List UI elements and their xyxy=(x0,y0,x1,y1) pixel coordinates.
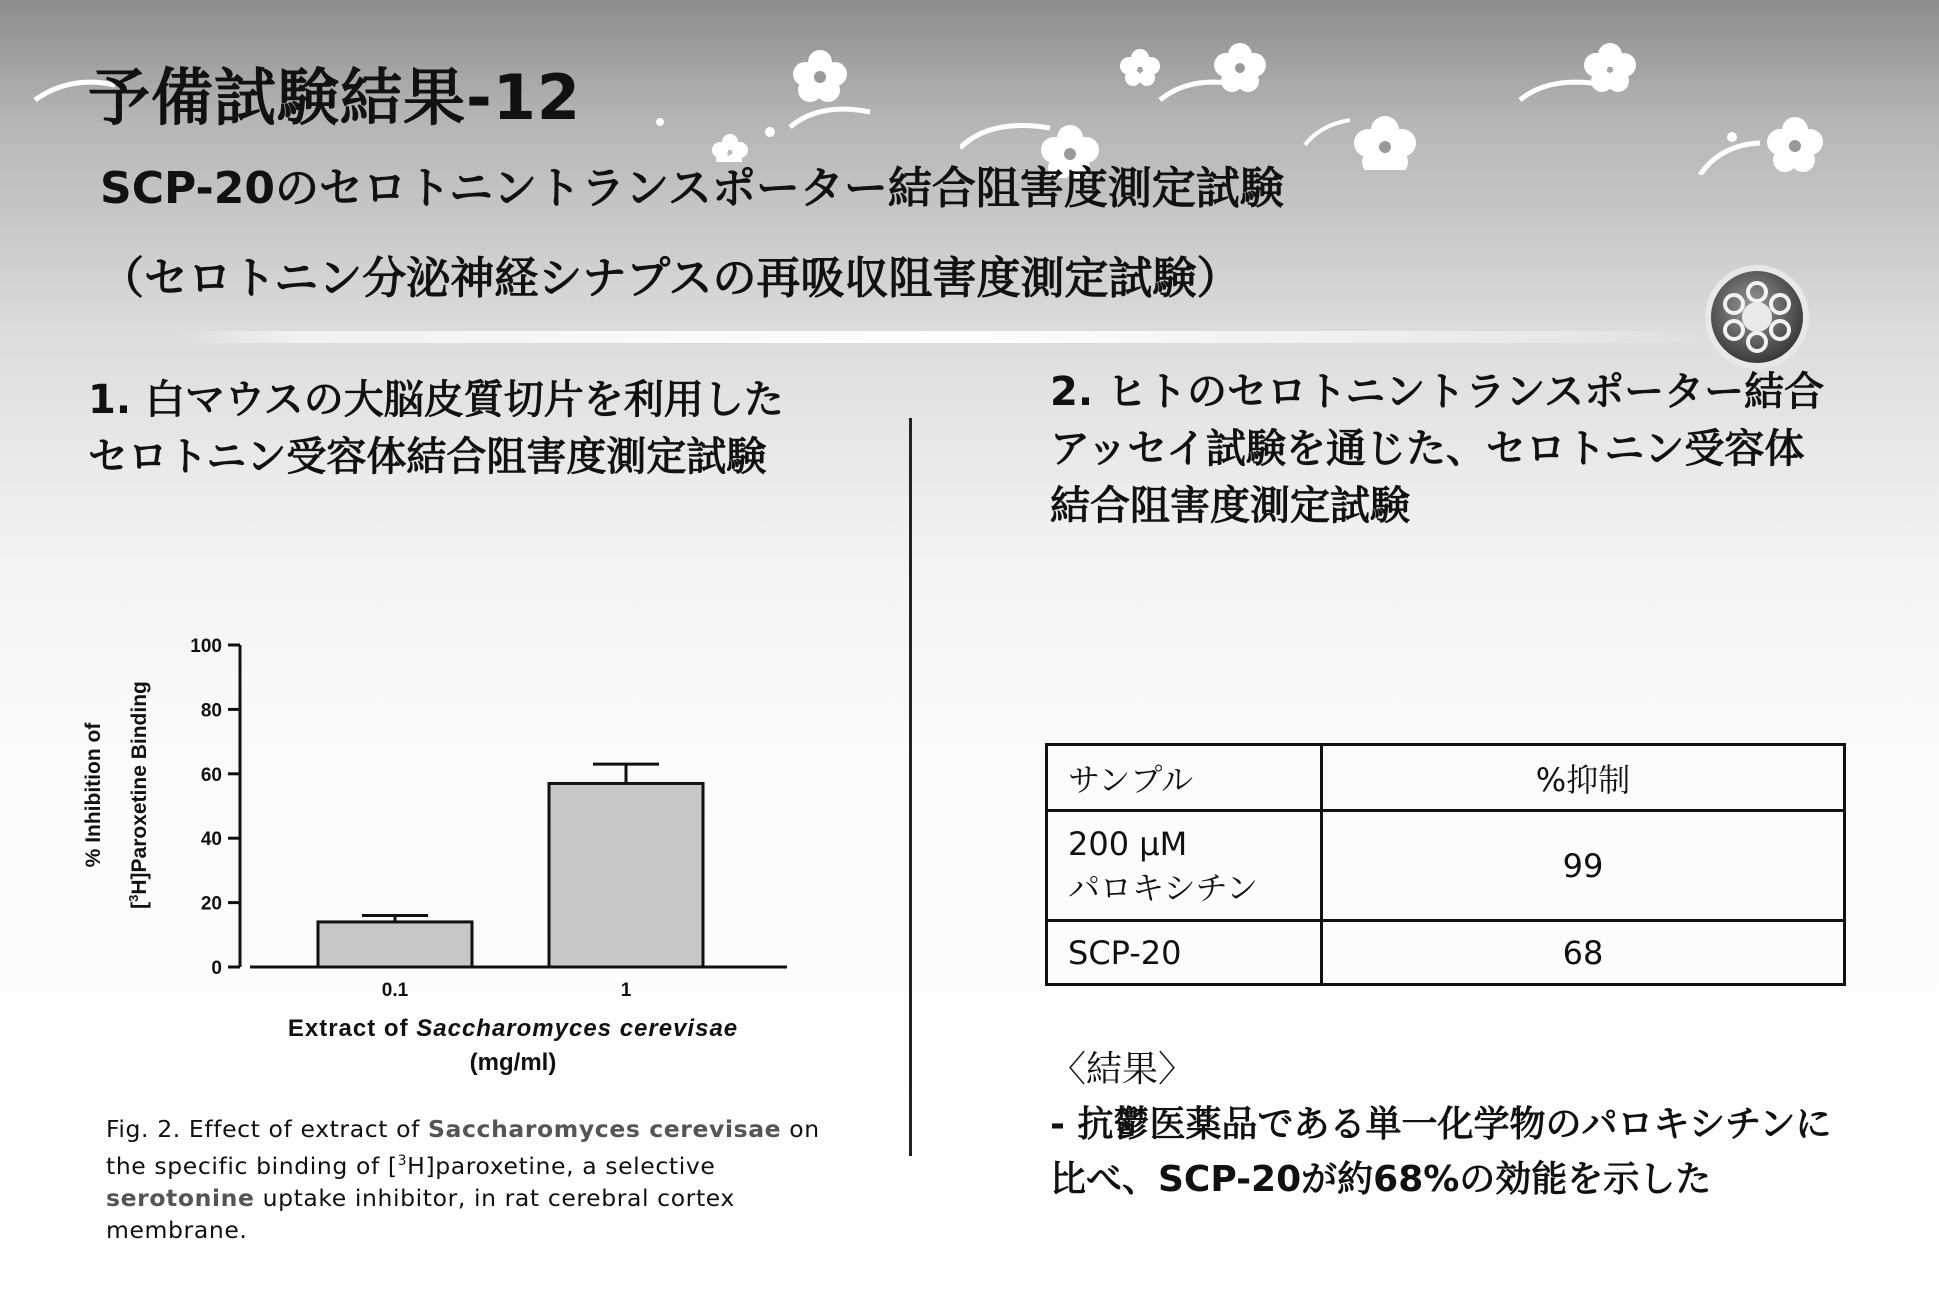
y-axis-label-line-2: [$^3$H]Paroxetine Binding xyxy=(126,681,151,909)
caption-text-3: H]paroxetine, a selective xyxy=(407,1151,716,1180)
inhibition-bar-chart xyxy=(70,615,810,1085)
y-tick-label: 80 xyxy=(200,700,222,722)
inhibition-table xyxy=(1045,743,1846,986)
y-tick-label: 0 xyxy=(211,958,222,979)
bar xyxy=(549,783,703,967)
x-axis-label-line-2: (mg/ml) xyxy=(469,1049,557,1076)
caption-serotonine: serotonine xyxy=(106,1183,255,1212)
y-tick-label: 100 xyxy=(190,636,222,657)
y-axis-label-line-2-rest: H]Paroxetine Binding xyxy=(128,681,151,895)
table-cell-sample xyxy=(1047,811,1322,921)
flower-decoration-icon xyxy=(620,32,880,162)
section-1-heading xyxy=(88,372,784,486)
y-tick-label: 20 xyxy=(200,893,222,915)
table-row xyxy=(1047,921,1845,985)
table-cell-value: 99 xyxy=(1322,811,1845,921)
table-header-row xyxy=(1047,745,1845,811)
x-axis-label-plain: Extract of xyxy=(287,1015,417,1042)
slide-title: 予備試験結果-12 xyxy=(88,61,582,134)
table-header-cell: サンプル xyxy=(1047,745,1322,811)
caption-text-2: on the specific binding of [ xyxy=(106,1115,820,1180)
column-separator xyxy=(909,418,912,1156)
section-2-line-2: アッセイ試験を通じた、セロトニン受容体 xyxy=(1050,426,1805,472)
subtitle-line-2: （セロトニン分泌神経シナプスの再吸収阻害度測定試験） xyxy=(100,253,1241,304)
y-axis-label-superscript: 3 xyxy=(126,894,141,902)
caption-superscript: 3 xyxy=(397,1153,408,1169)
caption-species-name: Saccharomyces cerevisae xyxy=(428,1115,782,1143)
section-2-line-3: 結合阻害度測定試験 xyxy=(1050,483,1410,529)
header-divider xyxy=(178,331,1718,343)
y-tick-label: 60 xyxy=(200,764,222,786)
caption-text-1: Fig. 2. Effect of extract of xyxy=(106,1115,429,1143)
table-row xyxy=(1047,811,1845,921)
sample-line-1: 200 μM xyxy=(1068,824,1188,863)
table-header-cell: %抑制 xyxy=(1322,745,1845,811)
section-1-line-2: セロトニン受容体結合阻害度測定試験 xyxy=(88,434,767,480)
section-2-heading xyxy=(1050,364,1824,535)
flower-decoration-icon xyxy=(1140,25,1480,170)
round-ornament-icon xyxy=(1702,262,1812,372)
sample-line-2: パロキシチン xyxy=(1068,868,1259,907)
x-axis-label-italic: Saccharomyces cerevisae xyxy=(416,1015,739,1042)
results-line-1: - 抗鬱医薬品である単一化学物のパロキシチンに xyxy=(1050,1104,1832,1145)
flower-decoration-icon xyxy=(1510,25,1840,175)
results-line-2: 比べ、SCP-20が約68%の効能を示した xyxy=(1050,1159,1712,1200)
caption-text-4: uptake inhibitor, in rat cerebral cortex membrane. xyxy=(106,1183,735,1244)
y-axis-label-line-1: % Inhibition of xyxy=(82,722,105,868)
bar xyxy=(318,922,472,967)
table-cell-value: 68 xyxy=(1322,921,1845,985)
x-tick-label: 1 xyxy=(620,980,632,1001)
results-heading: 〈結果〉 xyxy=(1050,1049,1195,1090)
subtitle-line-1: SCP-20のセロトニントランスポーター結合阻害度測定試験 xyxy=(100,163,1284,214)
section-1-line-1: 1. 白マウスの大脳皮質切片を利用した xyxy=(88,377,784,423)
table-cell-sample: SCP-20 xyxy=(1047,921,1322,985)
x-axis-label-line-1 xyxy=(288,1015,738,1042)
results-block xyxy=(1050,1042,1831,1207)
figure-caption xyxy=(106,1113,846,1246)
x-tick-label: 0.1 xyxy=(381,980,409,1001)
y-tick-label: 40 xyxy=(200,829,222,851)
section-2-line-1: 2. ヒトのセロトニントランスポーター結合 xyxy=(1050,369,1825,415)
